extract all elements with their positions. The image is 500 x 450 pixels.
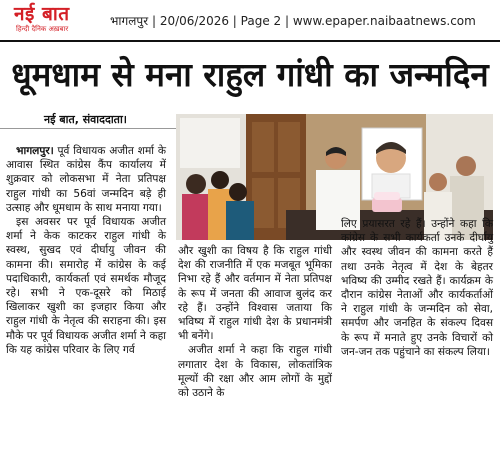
- headline-divider: [0, 40, 500, 42]
- article-headline: धूमधाम से मना राहुल गांधी का जन्मदिन: [11, 55, 489, 94]
- article-paragraph: इस अवसर पर पूर्व विधायक अजीत शर्मा ने केक काटकर राहुल गांधी के स्वस्थ, सुखद एवं दीर्घायु जीवन की कामना की। समारोह में कांग्रेस के कई पदाधिकारी, कार्यकर्ता एवं समर्थक मौजूद रहे। सभी ने एक-दूसरे को मिठाई खिलाकर खुशी का इजहार किया और राहुल गांधी के नेतृत्व की सराहना की। इस मौके पर पूर्व विधायक अजीत शर्मा ने कहा कि यह कांग्रेस परिवार के लिए गर्व: [6, 216, 166, 356]
- article-column-1: [6, 144, 166, 450]
- edition-info: भागलपुर | 20/06/2026 | Page 2 | www.epaper.naibaatnews.com: [110, 14, 476, 28]
- newspaper-logo[interactable]: [14, 3, 100, 37]
- byline-divider: [0, 128, 176, 129]
- article-paragraph: [6, 144, 166, 215]
- article-paragraph: लिए प्रयासरत रहे हैं। उन्होंने कहा कि कांग्रेस के सभी कार्यकर्ता उनके दीर्घायु और स्वस्थ जीवन की कामना करते हैं तथा उनके नेतृत्व में देश के बेहतर भविष्य की उम्मीद रखते हैं। कार्यक्रम के दौरान कांग्रेस नेताओं और कार्यकर्ताओं ने राहुल गांधी के जन्मदिन को सेवा, समर्पण और जनहित के संकल्प दिवस के रूप में मनाते हुए उनके विचारों को जन-जन तक पहुंचाने का संकल्प लिया।: [341, 218, 493, 358]
- logo-tagline: हिन्दी दैनिक अख़बार: [16, 25, 69, 33]
- article-column-3: [341, 217, 493, 450]
- article-paragraph: अजीत शर्मा ने कहा कि राहुल गांधी लगातार देश के विकास, लोकतांत्रिक मूल्यों की रक्षा और आम लोगों के मुद्दों को उठाने के: [178, 344, 332, 400]
- article-paragraph: और खुशी का विषय है कि राहुल गांधी देश की राजनीति में एक मजबूत भूमिका निभा रहे हैं और वर्तमान में नेता प्रतिपक्ष के रूप में जनता की आवाज बुलंद कर रहे हैं। उन्होंने विश्वास जताया कि भविष्य में राहुल गांधी देश के प्रधानमंत्री भी बनेंगे।: [178, 245, 332, 343]
- article-column-2: [178, 244, 332, 450]
- article-byline: नई बात, संवाददाता।: [44, 113, 127, 126]
- article-text: पूर्व विधायक अजीत शर्मा के आवास स्थित कांग्रेस कैंप कार्यालय में शुक्रवार को लोकसभा में नेता प्रतिपक्ष राहुल गांधी का 56वां जन्मदिन बड़े ही उत्साह और धूमधाम के साथ मनाया गया।: [6, 145, 166, 214]
- logo-text: नई बात: [14, 3, 70, 25]
- article-dateline: भागलपुर।: [16, 145, 54, 157]
- masthead: [0, 0, 500, 40]
